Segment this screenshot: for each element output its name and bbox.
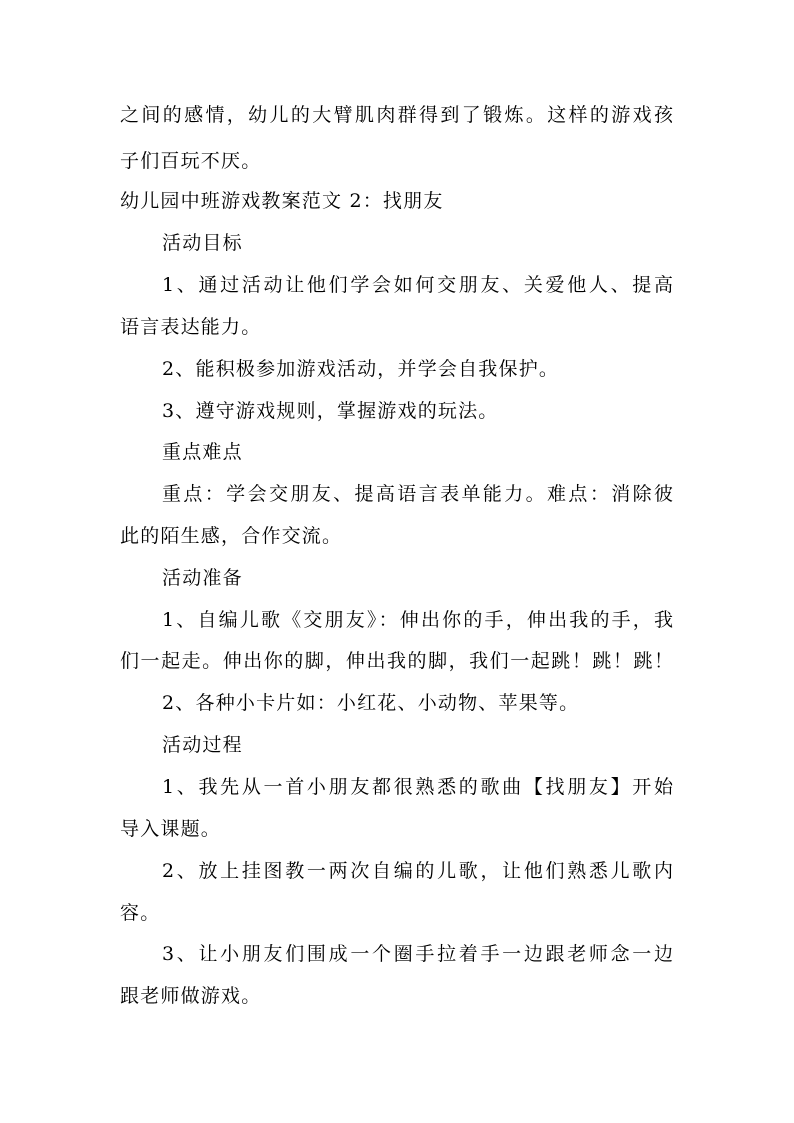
section-heading: 幼儿园中班游戏教案范文 2：找朋友 bbox=[120, 190, 444, 212]
list-item: 3、遵守游戏规则，掌握游戏的玩法。 bbox=[162, 400, 499, 422]
paragraph-line: 重点：学会交朋友、提高语言表单能力。难点：消除彼 bbox=[162, 483, 673, 505]
list-item: 3、让小朋友们围成一个圈手拉着手一边跟老师念一边 bbox=[162, 943, 673, 965]
list-item: 1、通过活动让他们学会如何交朋友、关爱他人、提高 bbox=[162, 274, 673, 296]
list-item: 1、自编儿歌《交朋友》：伸出你的手，伸出我的手，我 bbox=[162, 609, 673, 631]
list-item: 2、放上挂图教一两次自编的儿歌，让他们熟悉儿歌内 bbox=[162, 860, 673, 882]
paragraph-line: 容。 bbox=[120, 902, 161, 924]
subheading-key-points: 重点难点 bbox=[162, 441, 243, 463]
subheading-activity-goals: 活动目标 bbox=[162, 232, 243, 254]
list-item: 2、各种小卡片如：小红花、小动物、苹果等。 bbox=[162, 692, 580, 714]
list-item: 2、能积极参加游戏活动，并学会自我保护。 bbox=[162, 358, 560, 380]
paragraph-line: 之间的感情，幼儿的大臂肌肉群得到了锻炼。这样的游戏孩 bbox=[120, 104, 673, 126]
paragraph-line: 们一起走。伸出你的脚，伸出我的脚，我们一起跳！跳！跳！ bbox=[120, 650, 673, 672]
subheading-process: 活动过程 bbox=[162, 734, 243, 756]
paragraph-line: 子们百玩不厌。 bbox=[120, 150, 262, 172]
paragraph-line: 导入课题。 bbox=[120, 818, 222, 840]
subheading-preparation: 活动准备 bbox=[162, 567, 243, 589]
list-item: 1、我先从一首小朋友都很熟悉的歌曲【找朋友】开始 bbox=[162, 776, 673, 798]
paragraph-line: 此的陌生感，合作交流。 bbox=[120, 525, 343, 547]
paragraph-line: 语言表达能力。 bbox=[120, 316, 262, 338]
paragraph-line: 跟老师做游戏。 bbox=[120, 985, 262, 1007]
